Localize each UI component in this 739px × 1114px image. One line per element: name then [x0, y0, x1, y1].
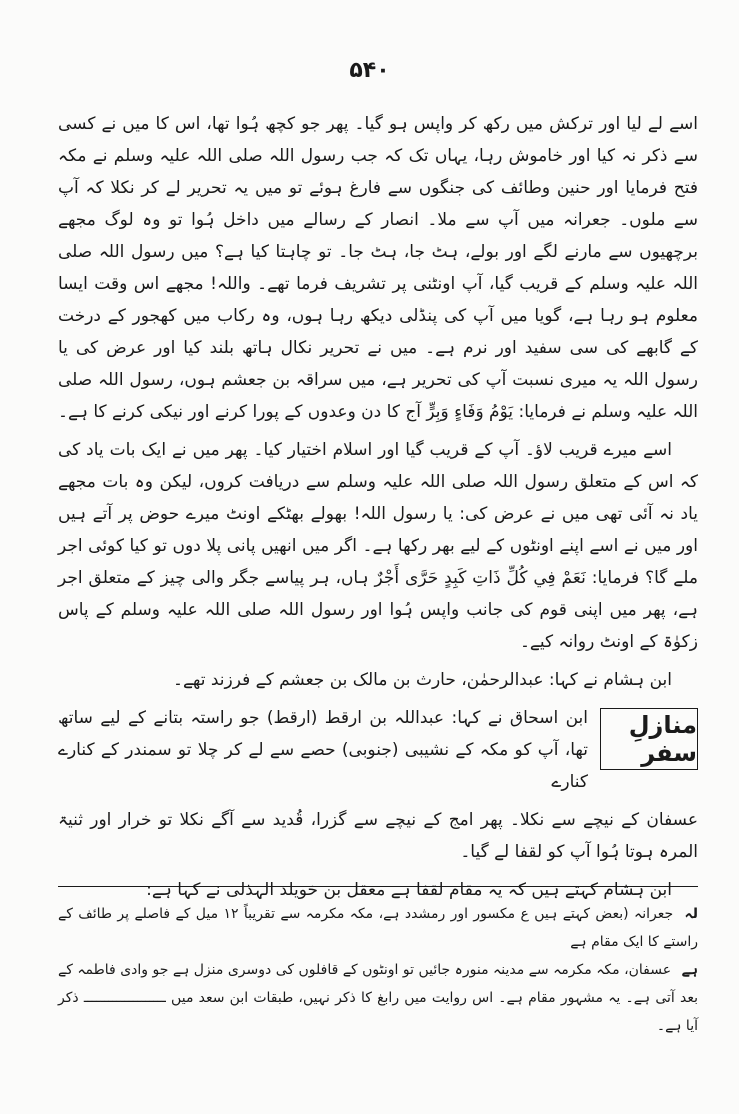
footnote-2 [58, 956, 698, 1040]
footnote-1 [58, 900, 698, 956]
paragraph-3: ابن ہشام نے کہا: عبدالرحمٰن، حارث بن مالک بن جعشم کے فرزند تھے۔ [172, 670, 672, 690]
section-intro-lines: ابن اسحاق نے کہا: عبداللہ بن ارقط (ارقط) جو راستہ بتانے کے لیے ساتھ تھا، آپ کو مکہ کے نشیبی (جنوبی) حصے سے لے کر چلا تو سمندر کے کنارے کنارے [58, 708, 588, 792]
paragraph-1: اسے لے لیا اور ترکش میں رکھ کر واپس ہو گیا۔ پھر جو کچھ ہُوا تھا، اس کا میں نے کسی سے ذکر نہ کیا اور خاموش رہا، یہاں تک کہ جب رسول اللہ صلی اللہ علیہ وسلم نے مکہ فتح فرمایا اور حنین وطائف کی جنگوں سے فارغ ہوئے تو میں یہ تحریر لے کر نکلا کہ آپ سے ملوں۔ جعرانہ میں آپ سے ملا۔ انصار کے رسالے میں داخل ہُوا تو وہ لوگ مجھے برچھیوں سے مارنے لگے اور بولے، ہٹ جا، ہٹ جا۔ تو چاہتا کیا ہے؟ میں رسول اللہ صلی اللہ علیہ وسلم کے قریب گیا، آپ اونٹنی پر تشریف فرما تھے۔ واللہ! مجھے اس وقت ایسا معلوم ہو رہا ہے، گویا میں آپ کی پنڈلی دیکھ رہا ہوں، وہ رکاب میں کھجور کے درخت کے گابھے کی سی سفید اور نرم ہے۔ میں نے تحریر نکال ہاتھ بلند کیا اور عرض کی یا رسول اللہ یہ میری نسبت آپ کی تحریر ہے، میں سراقہ بن جعشم ہوں، رسول اللہ صلی اللہ علیہ وسلم نے فرمایا: یَوْمُ وَفَاءٍ وَبِرٍّ آج کا دن وعدوں کے پورا کرنے اور نیکی کرنے کا ہے۔ [58, 114, 698, 422]
footnotes [58, 900, 698, 1040]
main-text [58, 108, 698, 912]
page-number: ۵۴۰ [349, 58, 390, 83]
paragraph-2: اسے میرے قریب لاؤ۔ آپ کے قریب گیا اور اسلام اختیار کیا۔ پھر میں نے ایک بات یاد کی کہ اس کے متعلق رسول اللہ صلی اللہ علیہ وسلم سے دریافت کروں، لیکن وہ بات مجھے یاد نہ آئی تھی میں نے عرض کی: یا رسول اللہ! بھولے بھٹکے اونٹ میرے حوض پر آتے ہیں اور میں نے اسے اپنے اونٹوں کے لیے بھر رکھا ہے۔ اگر میں انھیں پانی پلا دوں تو کیا کوئی اجر ملے گا؟ فرمایا: نَعَمْ فِي كُلِّ ذَاتِ كَبِدٍ حَرَّى أَجْرٌ ہاں، ہر پیاسے جگر والی چیز کے متعلق اجر ہے، پھر میں اپنی قوم کی جانب واپس ہُوا اور رسول اللہ صلی اللہ علیہ وسلم کے پاس زکوٰۃ کے اونٹ روانہ کیے۔ [58, 440, 698, 652]
section-heading-box: منازلِ سفر [600, 708, 698, 770]
footnote-mark: لہ [684, 906, 699, 922]
footnote-mark: ہے [681, 962, 698, 978]
footnote-text: جعرانہ (بعض کہتے ہیں ع مکسور اور رمشدد ہے، مکہ مکرمہ سے تقریباً ۱۲ میل کے فاصلے پر طائف کے راستے کا ایک مقام ہے [58, 906, 698, 950]
footnote-text: عسفان، مکہ مکرمہ سے مدینہ منورہ جائیں تو اونٹوں کے قافلوں کی دوسری منزل ہے جو وادی فاطمہ کے بعد آتی ہے۔ یہ مشہور مقام ہے۔ اس روایت میں رابغ کا ذکر نہیں، طبقات ابن سعد میں ــــــــــــــــــــ ذکر آیا ہے۔ [58, 962, 698, 1034]
section-continuation: عسفان کے نیچے سے نکلا۔ پھر امج کے نیچے سے گزرا، قُدید سے آگے نکلا تو خرار اور ثنیۃ المرہ ہوتا ہُوا آپ کو لقفا لے گیا۔ [58, 810, 698, 862]
section-manazil-safar [58, 702, 698, 906]
footnote-divider [58, 886, 698, 887]
section-closing-line: ابن ہشام کہتے ہیں کہ یہ مقام لقفا ہے معقل بن خویلد الہذلی نے کہا ہے: [146, 880, 672, 900]
